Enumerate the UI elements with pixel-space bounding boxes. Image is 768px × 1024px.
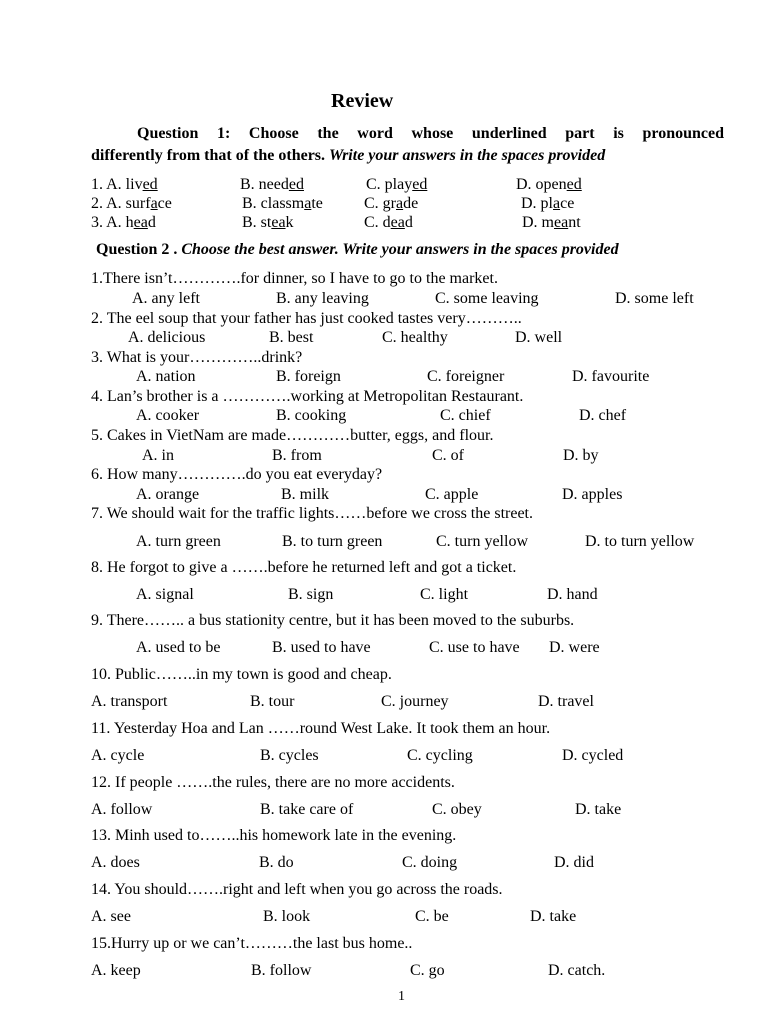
question-text: 2. The eel soup that your father has just cooked tastes very………..: [91, 310, 522, 327]
answer-option: D. were: [549, 639, 600, 656]
question-text: 13. Minh used to……..his homework late in the evening.: [91, 827, 457, 844]
page-title: Review: [331, 90, 394, 112]
answer-option: C. some leaving: [435, 290, 539, 307]
answer-option: B. used to have: [272, 639, 371, 656]
answer-option: D. hand: [547, 586, 598, 603]
answer-option: B. tour: [250, 693, 295, 710]
answer-option: B. cycles: [260, 747, 319, 764]
page-number: 1: [398, 989, 405, 1004]
answer-option: B. foreign: [276, 368, 341, 385]
q1-option: 3. A. head: [91, 214, 156, 231]
answer-option: B. do: [259, 854, 294, 871]
question-text: 6. How many………….do you eat everyday?: [91, 466, 383, 483]
q1-option: 2. A. surface: [91, 195, 172, 212]
answer-option: C. be: [415, 908, 449, 925]
q1-option: C. grade: [364, 195, 419, 212]
answer-option: A. does: [91, 854, 140, 871]
answer-option: A. orange: [136, 486, 200, 503]
answer-option: C. go: [410, 962, 445, 979]
answer-option: A. keep: [91, 962, 141, 979]
question-text: 9. There…….. a bus stationity centre, but it has been moved to the suburbs.: [91, 612, 575, 629]
answer-option: B. sign: [288, 586, 334, 603]
question-text: 12. If people …….the rules, there are no more accidents.: [91, 774, 455, 791]
answer-option: B. best: [269, 329, 314, 346]
answer-option: C. cycling: [407, 747, 473, 764]
q1-option: D. meant: [522, 214, 581, 231]
question-text: 14. You should…….right and left when you go across the roads.: [91, 881, 503, 898]
answer-option: D. favourite: [572, 368, 650, 385]
answer-option: A. in: [142, 447, 174, 464]
answer-option: A. cooker: [136, 407, 200, 424]
question-text: 10. Public……..in my town is good and cheap.: [91, 666, 392, 683]
answer-option: D. catch.: [548, 962, 606, 979]
answer-option: A. transport: [91, 693, 168, 710]
q1-option: B. needed: [240, 176, 304, 193]
answer-option: C. chief: [440, 407, 491, 424]
q1-option: B. steak: [242, 214, 294, 231]
q1-option: D. opened: [516, 176, 582, 193]
answer-option: A. delicious: [128, 329, 206, 346]
answer-option: C. obey: [432, 801, 482, 818]
question-text: 4. Lan’s brother is a ………….working at Metropolitan Restaurant.: [91, 388, 524, 405]
q1-option: C. dead: [364, 214, 413, 231]
question-text: 5. Cakes in VietNam are made…………butter, eggs, and flour.: [91, 427, 494, 444]
answer-option: C. healthy: [382, 329, 448, 346]
answer-option: D. apples: [562, 486, 623, 503]
answer-option: D. to turn yellow: [585, 533, 695, 550]
answer-option: A. nation: [136, 368, 196, 385]
q1-heading-line2: [91, 146, 605, 165]
q1-heading-line1: Question 1: Choose the word whose underlined part is pronounced: [137, 125, 724, 142]
answer-option: B. look: [263, 908, 311, 925]
q1-option: B. classmate: [242, 195, 323, 212]
answer-option: D. some left: [615, 290, 694, 307]
answer-option: C. journey: [381, 693, 449, 710]
answer-option: C. turn yellow: [436, 533, 528, 550]
question-text: 7. We should wait for the traffic lights……before we cross the street.: [91, 505, 533, 522]
q1-heading-bold: differently from that of the others.: [91, 147, 326, 164]
question-text: 11. Yesterday Hoa and Lan ……round West Lake. It took them an hour.: [91, 720, 551, 737]
q2-heading-bold: Question 2 .: [96, 241, 178, 258]
answer-option: D. cycled: [562, 747, 624, 764]
q1-option: C. played: [366, 176, 428, 193]
question-text: 15.Hurry up or we can’t………the last bus home..: [91, 935, 413, 952]
answer-option: B. any leaving: [276, 290, 369, 307]
answer-option: D. take: [530, 908, 577, 925]
question-text: 8. He forgot to give a …….before he returned left and got a ticket.: [91, 559, 517, 576]
answer-option: A. any left: [132, 290, 200, 307]
answer-option: A. see: [91, 908, 131, 925]
answer-option: B. take care of: [260, 801, 354, 818]
question-text: 3. What is your…………..drink?: [91, 349, 303, 366]
answer-option: C. doing: [402, 854, 458, 871]
answer-option: B. milk: [281, 486, 330, 503]
answer-option: C. apple: [425, 486, 479, 503]
answer-option: D. well: [515, 329, 563, 346]
answer-option: A. used to be: [136, 639, 221, 656]
q1-heading-italic: Write your answers in the spaces provided: [329, 147, 606, 164]
q2-heading-italic: Choose the best answer. Write your answers in the spaces provided: [181, 241, 619, 258]
answer-option: B. follow: [251, 962, 312, 979]
answer-option: C. use to have: [429, 639, 520, 656]
answer-option: B. cooking: [276, 407, 347, 424]
answer-option: B. from: [272, 447, 322, 464]
question-text: 1.There isn’t………….for dinner, so I have to go to the market.: [91, 270, 498, 287]
answer-option: D. travel: [538, 693, 594, 710]
answer-option: C. foreigner: [427, 368, 505, 385]
answer-option: A. follow: [91, 801, 153, 818]
answer-option: A. signal: [136, 586, 194, 603]
q2-heading: [96, 240, 619, 259]
answer-option: C. of: [432, 447, 464, 464]
answer-option: D. chef: [579, 407, 627, 424]
q1-option: D. place: [521, 195, 575, 212]
answer-option: D. by: [563, 447, 599, 464]
answer-option: D. take: [575, 801, 622, 818]
answer-option: C. light: [420, 586, 469, 603]
answer-option: D. did: [554, 854, 594, 871]
q1-option: 1. A. lived: [91, 176, 158, 193]
answer-option: B. to turn green: [282, 533, 383, 550]
answer-option: A. cycle: [91, 747, 145, 764]
answer-option: A. turn green: [136, 533, 221, 550]
